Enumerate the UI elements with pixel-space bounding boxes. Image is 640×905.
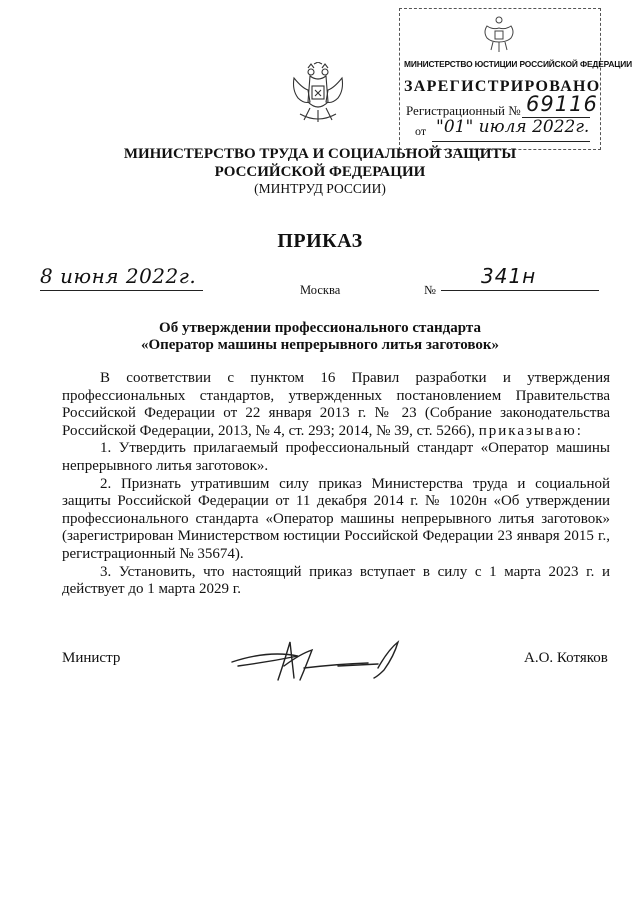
stamp-date-value: "01" июля 2022г. bbox=[436, 117, 590, 137]
order-date-underline bbox=[40, 290, 203, 291]
coat-of-arms-icon bbox=[290, 62, 346, 124]
ministry-name-line2: РОССИЙСКОЙ ФЕДЕРАЦИИ bbox=[214, 164, 426, 180]
stamp-date-underline bbox=[432, 141, 590, 142]
body-intro-paragraph bbox=[62, 370, 610, 440]
order-city: Москва bbox=[300, 283, 341, 297]
document-title-line1: Об утверждении профессионального стандарта bbox=[159, 320, 481, 336]
stamp-registered-text: ЗАРЕГИСТРИРОВАНО bbox=[404, 78, 601, 95]
ministry-short-name: (МИНТРУД РОССИИ) bbox=[254, 181, 386, 196]
body-item-3: 3. Установить, что настоящий приказ вступает в силу с 1 марта 2023 г. и действует до 1 марта 2029 г. bbox=[62, 563, 610, 598]
stamp-regnum-label: Регистрационный № bbox=[406, 103, 521, 118]
stamp-emblem-icon bbox=[477, 12, 521, 56]
body-item-2: 2. Признать утратившим силу приказ Министерства труда и социальной защиты Российской Федерации от 11 декабря 2014 г. № 1020н «Об утверждении профессионального стандарта «Оператор машины непрерывного литья заготовок» (зарегистрирован Министерством юстиции Российской Федерации 23 января 2015 г., регистрационный № 35674). bbox=[62, 475, 610, 562]
body-item-1: 1. Утвердить прилагаемый профессиональный стандарт «Оператор машины непрерывного литья заготовок». bbox=[62, 440, 610, 474]
order-title: ПРИКАЗ bbox=[277, 230, 363, 252]
stamp-date-prefix: от bbox=[415, 124, 427, 138]
order-number-underline bbox=[441, 290, 599, 291]
signer-name: А.О. Котяков bbox=[524, 650, 608, 666]
signature-icon bbox=[228, 636, 408, 686]
stamp-ministry-text: МИНИСТЕРСТВО ЮСТИЦИИ РОССИЙСКОЙ ФЕДЕРАЦИИ bbox=[404, 59, 632, 69]
document-title-line2: «Оператор машины непрерывного литья заготовок» bbox=[140, 337, 500, 353]
document-body bbox=[62, 370, 610, 599]
stamp-regnum-value: 69116 bbox=[526, 92, 598, 116]
signer-title: Министр bbox=[62, 650, 121, 666]
order-number-label: № bbox=[424, 283, 436, 297]
order-date: 8 июня 2022г. bbox=[40, 264, 197, 288]
decree-word: приказываю: bbox=[478, 422, 583, 439]
order-number: 341н bbox=[481, 264, 537, 288]
body-intro-text: В соответствии с пунктом 16 Правил разработки и утверждения профессиональных стандартов, утвержденных постановлением Правительства Российской Федерации от 22 января 2013 г. № 23 (Собрание законодательства Российской Федерации, 2013, № 4, ст. 293; 2014, № 39, ст. 5266), bbox=[62, 370, 610, 439]
ministry-name-line1: МИНИСТЕРСТВО ТРУДА И СОЦИАЛЬНОЙ ЗАЩИТЫ bbox=[123, 146, 517, 162]
